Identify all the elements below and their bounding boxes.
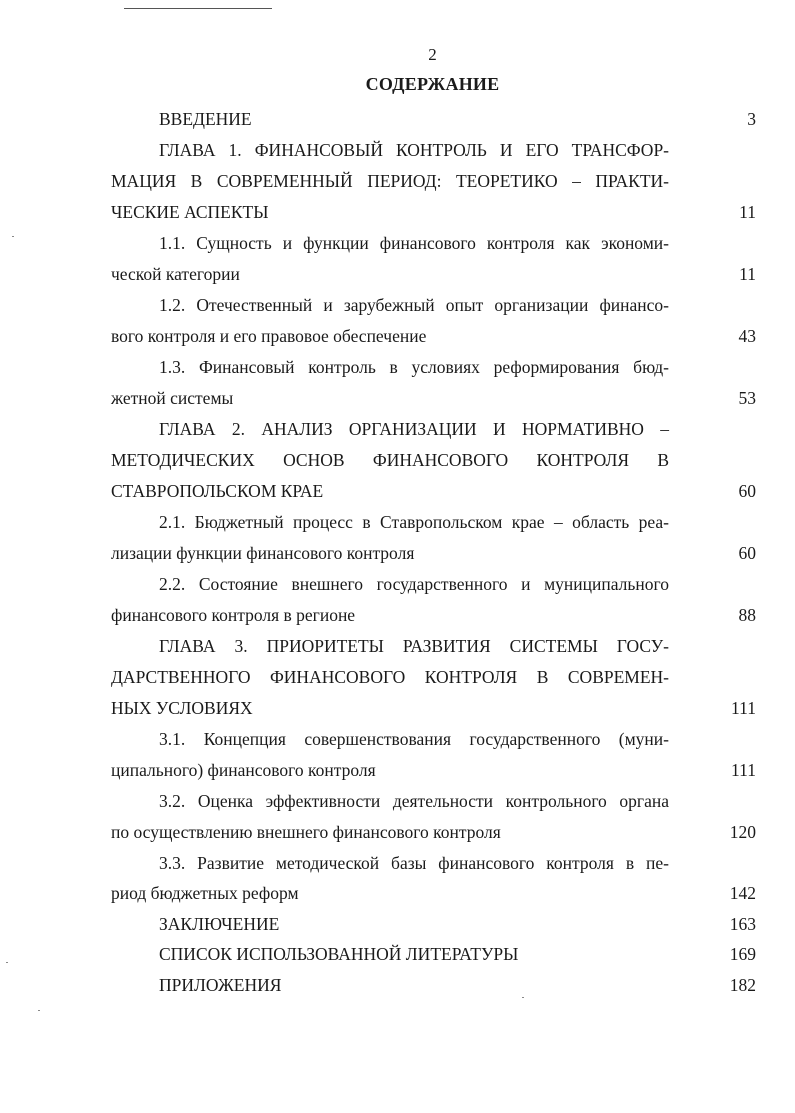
toc-chapter-3-line-3: НЫХ УСЛОВИЯХ [111, 698, 253, 718]
toc-entry-intro: ВВЕДЕНИЕ [159, 109, 252, 129]
page-number: 2 [428, 45, 437, 64]
toc-title: СОДЕРЖАНИЕ [365, 74, 500, 94]
toc-section-3-3-line-1: 3.3. Развитие методической базы финансового контроля в пе- [159, 853, 669, 873]
toc-entry-conclusion: ЗАКЛЮЧЕНИЕ [159, 914, 280, 934]
toc-section-1-1-line-2: ческой категории [111, 264, 240, 284]
toc-page-section-2-1: 60 [738, 543, 756, 563]
toc-page-section-3-3: 142 [729, 883, 756, 903]
toc-page-conclusion: 163 [729, 914, 756, 934]
header-rule [124, 8, 272, 9]
toc-section-3-2-line-2: по осуществлению внешнего финансового контроля [111, 822, 501, 842]
toc-section-3-1-line-1: 3.1. Концепция совершенствования государственного (муни- [159, 729, 669, 749]
toc-page-chapter-2: 60 [738, 481, 756, 501]
toc-section-3-3-line-2: риод бюджетных реформ [111, 883, 299, 903]
toc-page-section-3-1: 111 [731, 760, 756, 780]
scan-speck [522, 997, 524, 998]
toc-section-2-1-line-2: лизации функции финансового контроля [111, 543, 415, 563]
toc-chapter-1-line-3: ЧЕСКИЕ АСПЕКТЫ [111, 202, 269, 222]
toc-entry-bibliography: СПИСОК ИСПОЛЬЗОВАННОЙ ЛИТЕРАТУРЫ [159, 944, 519, 964]
toc-page-appendices: 182 [729, 975, 756, 995]
toc-section-1-3-line-1: 1.3. Финансовый контроль в условиях реформирования бюд- [159, 357, 669, 377]
toc-section-1-2-line-2: вого контроля и его правовое обеспечение [111, 326, 427, 346]
toc-page-chapter-3: 111 [731, 698, 756, 718]
toc-page-section-1-3: 53 [738, 388, 756, 408]
toc-page-intro: 3 [747, 109, 756, 129]
scan-speck [38, 1010, 40, 1011]
toc-page-bibliography: 169 [729, 944, 756, 964]
toc-chapter-2-line-2: МЕТОДИЧЕСКИХ ОСНОВ ФИНАНСОВОГО КОНТРОЛЯ В [111, 450, 669, 470]
toc-page-chapter-1: 11 [739, 202, 756, 222]
toc-section-2-1-line-1: 2.1. Бюджетный процесс в Ставропольском крае – область реа- [159, 512, 669, 532]
toc-section-3-1-line-2: ципального) финансового контроля [111, 760, 376, 780]
toc-page-section-2-2: 88 [738, 605, 756, 625]
toc-page-section-1-1: 11 [739, 264, 756, 284]
toc-section-1-3-line-2: жетной системы [111, 388, 234, 408]
toc-chapter-3-line-2: ДАРСТВЕННОГО ФИНАНСОВОГО КОНТРОЛЯ В СОВРЕМЕН- [111, 667, 669, 687]
toc-section-1-2-line-1: 1.2. Отечественный и зарубежный опыт организации финансо- [159, 295, 669, 315]
toc-chapter-2-line-1: ГЛАВА 2. АНАЛИЗ ОРГАНИЗАЦИИ И НОРМАТИВНО – [159, 419, 669, 439]
toc-section-2-2-line-2: финансового контроля в регионе [111, 605, 356, 625]
toc-section-3-2-line-1: 3.2. Оценка эффективности деятельности контрольного органа [159, 791, 669, 811]
toc-chapter-1-line-2: МАЦИЯ В СОВРЕМЕННЫЙ ПЕРИОД: ТЕОРЕТИКО – ПРАКТИ- [111, 171, 669, 191]
toc-chapter-1-line-1: ГЛАВА 1. ФИНАНСОВЫЙ КОНТРОЛЬ И ЕГО ТРАНСФОР- [159, 140, 669, 160]
toc-page-section-3-2: 120 [729, 822, 756, 842]
scan-speck [12, 236, 14, 237]
toc-page-section-1-2: 43 [738, 326, 756, 346]
toc-entry-appendices: ПРИЛОЖЕНИЯ [159, 975, 282, 995]
toc-section-2-2-line-1: 2.2. Состояние внешнего государственного и муниципального [159, 574, 669, 594]
toc-section-1-1-line-1: 1.1. Сущность и функции финансового контроля как экономи- [159, 233, 669, 253]
toc-chapter-2-line-3: СТАВРОПОЛЬСКОМ КРАЕ [111, 481, 324, 501]
toc-chapter-3-line-1: ГЛАВА 3. ПРИОРИТЕТЫ РАЗВИТИЯ СИСТЕМЫ ГОСУ- [159, 636, 669, 656]
scan-speck [6, 962, 8, 963]
